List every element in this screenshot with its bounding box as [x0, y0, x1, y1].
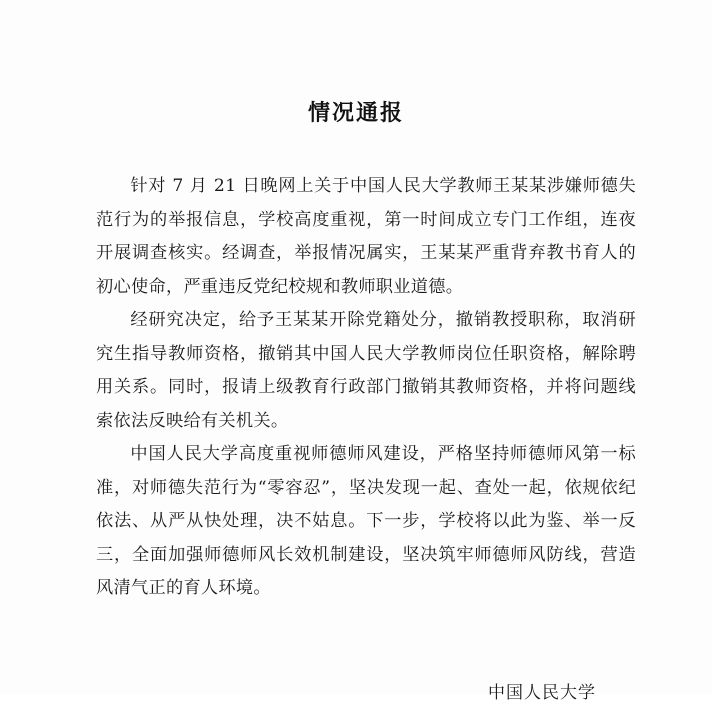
paragraph-3: 中国人民大学高度重视师德师风建设，严格坚持师德师风第一标准，对师德失范行为“零容忍”，坚决发现一起、查处一起，依规依纪依法、从严从快处理，决不姑息。下一步，学校将以此为鉴、举一反三，全面加强师德师风长效机制建设，坚决筑牢师德师风防线，营造风清气正的育人环境。 — [96, 444, 636, 598]
notice-title: 情况通报 — [307, 100, 404, 126]
notice-body — [96, 170, 636, 606]
paragraph-2: 经研究决定，给予王某某开除党籍处分，撤销教授职称，取消研究生指导教师资格，撤销其中国人民大学教师岗位任职资格，解除聘用关系。同时，报请上级教育行政部门撤销其教师资格，并将问题线索依法反映给有关机关。 — [96, 310, 636, 431]
signature-organization: 中国人民大学 — [488, 683, 596, 703]
paragraph-1: 针对 7 月 21 日晚网上关于中国人民大学教师王某某涉嫌师德失范行为的举报信息，学校高度重视，第一时间成立专门工作组，连夜开展调查核实。经调查，举报情况属实，王某某严重背弃教书育人的初心使命，严重违反党纪校规和教师职业道德。 — [96, 176, 636, 297]
